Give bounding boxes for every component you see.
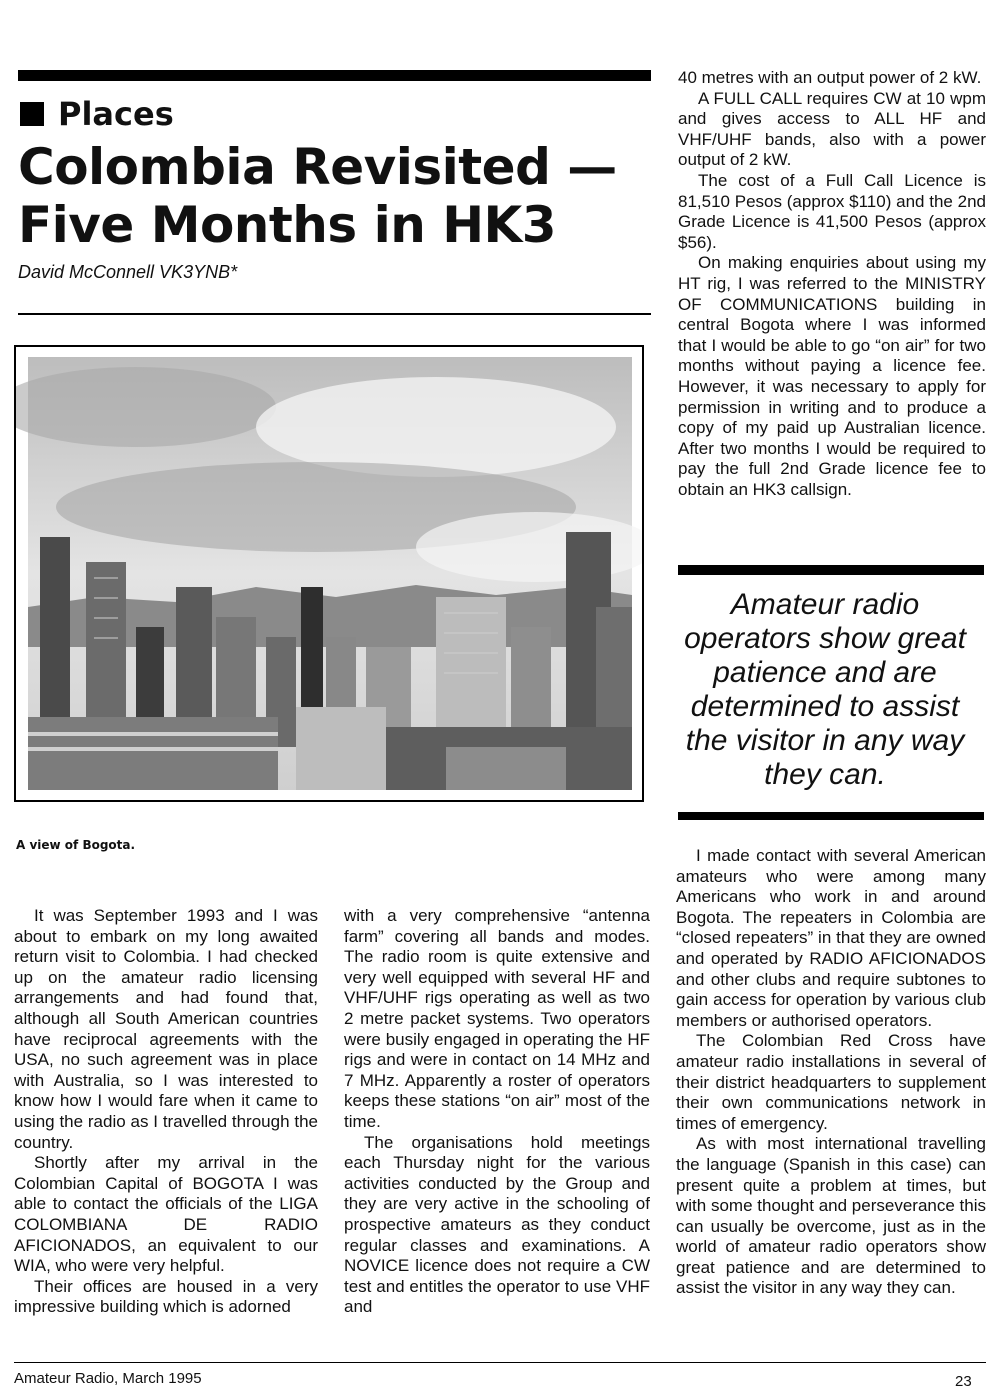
body-column-1 [14,906,318,1318]
byline-rule [18,313,651,315]
article-headline [18,138,648,254]
col1-paragraph-2: Shortly after my arrival in the Colombian Capital of BOGOTA I was able to contact the officials of the LIGA COLOMBIANA DE RADIO AFICIONADOS, an equivalent to our WIA, who were very helpful. [14,1153,318,1276]
col3-paragraph-3: The cost of a Full Call Licence is 81,510 Pesos (approx $110) and the 2nd Grade Licence is 41,500 Pesos (approx $56). [678,170,986,252]
col3b-paragraph-2: The Colombian Red Cross have amateur radio installations in several of their district headquarters to supplement their own communications network in times of emergency. [676,1031,986,1133]
photo-caption: A view of Bogota. [16,838,136,852]
section-label [20,95,174,133]
headline-line-1: Colombia Revisited — [18,138,617,196]
body-column-3-bottom [676,846,986,1299]
col1-paragraph-3: Their offices are housed in a very impressive building which is adorned [14,1276,318,1317]
footer-page-number: 23 [955,1373,972,1390]
pull-quote: Amateur radio operators show great patience and are determined to assist the visitor in any way they can. [684,588,966,791]
section-square-icon [20,102,44,126]
byline: David McConnell VK3YNB* [18,262,238,282]
photo-frame [14,345,644,802]
col3-paragraph-2: A FULL CALL requires CW at 10 wpm and gives access to ALL HF and VHF/UHF bands, also with a power output of 2 kW. [678,88,986,170]
col3-paragraph-4: On making enquiries about using my HT rig, I was referred to the MINISTRY OF COMMUNICATIONS building in central Bogota where I was informed that I would be able to go “on air” for two months without paying a licence fee. However, it was necessary to apply for permission in writing and to produce a copy of my paid up Australian licence. After two months I would be required to pay the full 2nd Grade licence fee to obtain an HK3 callsign. [678,253,986,499]
headline-line-2: Five Months in HK3 [18,196,557,254]
body-column-2 [344,906,650,1318]
footer-publication: Amateur Radio, March 1995 [14,1370,202,1387]
body-column-3-top [678,68,986,500]
section-label-text: Places [58,95,174,133]
pull-quote-rule-top [678,565,984,575]
bogota-skyline-photo [16,347,642,800]
header-rule-left [18,70,651,81]
col3b-paragraph-3: As with most international travelling the language (Spanish in this case) can present quite a problem at times, but with some thought and perseverance this can usually be overcome, just as in the world of amateur radio operators show great patience and are determined to assist the visitor in any way they can. [676,1134,986,1298]
col2-paragraph-2: The organisations hold meetings each Thursday night for the various activities conducted by the Group and they are very active in the schooling of prospective amateurs as they conduct regular classes and examinations. A NOVICE licence does not require a CW test and entitles the operator to use VHF and [344,1132,650,1317]
col2-paragraph-1: with a very comprehensive “antenna farm” covering all bands and modes. The radio room is quite extensive and very well equipped with several HF and VHF/UHF rigs operating as well as two 2 metre packet systems. Two operators were busily engaged in operating the HF rigs and were in contact on 14 MHz and 7 MHz. Apparently a roster of operators keeps these stations “on air” most of the time. [344,906,650,1131]
col3b-paragraph-1: I made contact with several American amateurs who were among many Americans who work in and around Bogota. The repeaters in Colombia are “closed repeaters” in that they are owned and operated by RADIO AFICIONADOS and other clubs and require subtones to gain access for operation by various club members or authorised operators. [676,846,986,1030]
footer-rule [14,1362,986,1363]
col3-paragraph-1: 40 metres with an output power of 2 kW. [678,68,982,87]
col1-paragraph-1: It was September 1993 and I was about to embark on my long awaited return visit to Colombia. I had checked up on the amateur radio licensing arrangements and had found that, although all South American countries have reciprocal agreements with the USA, no such agreement was in place with Australia, so I was interested to know how I would fare when it came to using the radio as I travelled through the country. [14,906,318,1152]
pull-quote-rule-bottom [678,812,984,820]
